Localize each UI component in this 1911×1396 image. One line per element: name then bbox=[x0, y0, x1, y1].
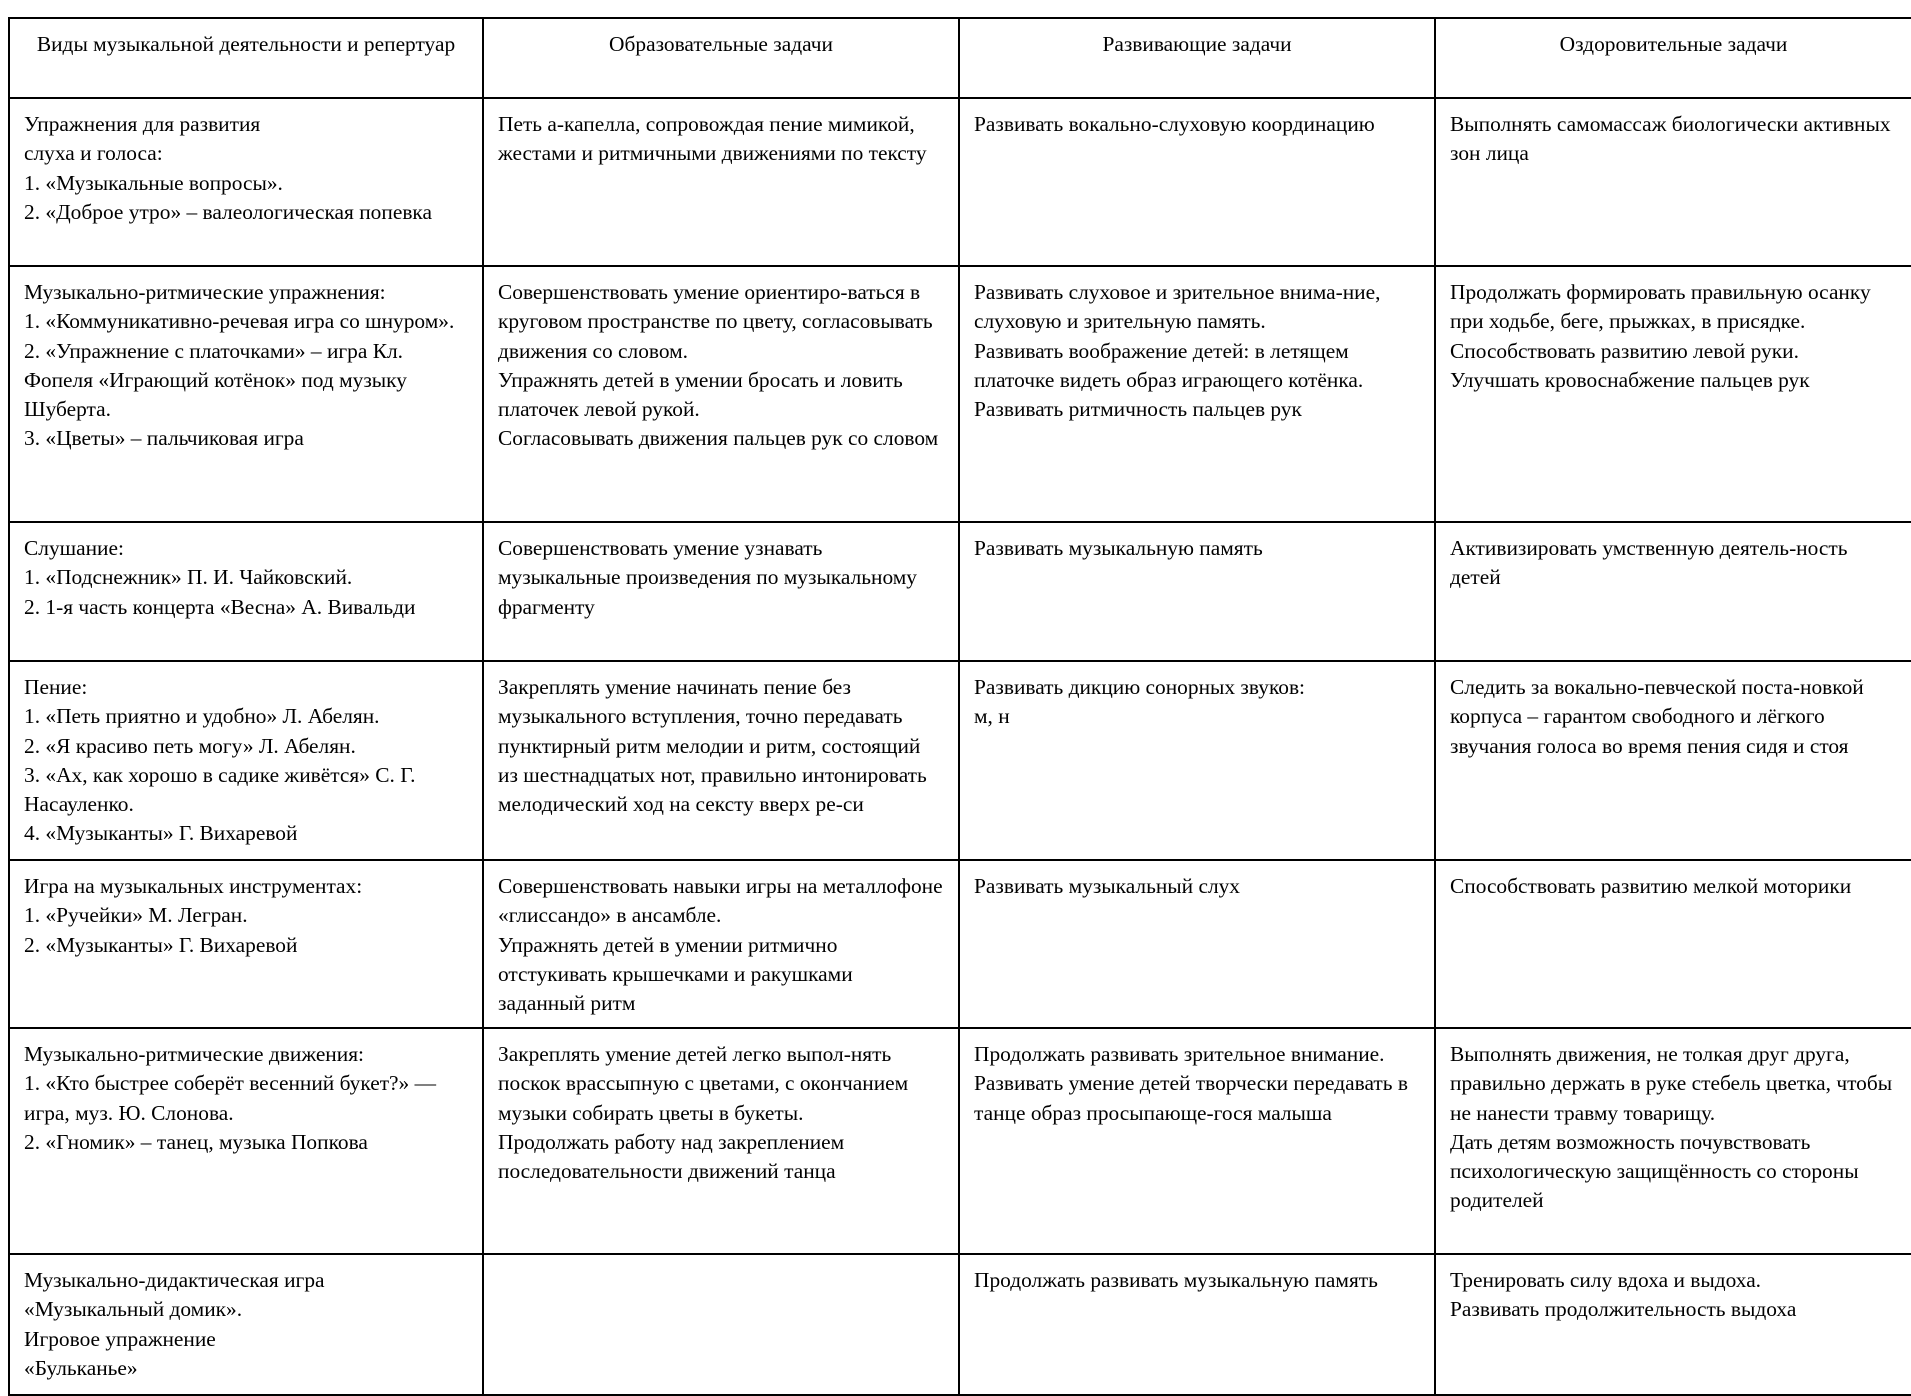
table-cell bbox=[9, 1254, 483, 1395]
table-row bbox=[9, 1028, 1911, 1254]
cell-text: Закреплять умение начинать пение без музыкального вступления, точно передавать пунктирный ритм мелодии и ритм, состоящий из шестнадцатых нот, правильно интонировать мелодический ход на сексту вверх ре-си bbox=[498, 675, 927, 817]
header-educational-tasks bbox=[483, 18, 959, 98]
table-row bbox=[9, 98, 1911, 266]
cell-text: Развивать дикцию сонорных звуков: м, н bbox=[974, 675, 1305, 729]
table-cell bbox=[1435, 860, 1911, 1028]
cell-text: Развивать музыкальную память bbox=[974, 536, 1263, 560]
table-cell bbox=[959, 266, 1435, 522]
cell-text: Совершенствовать умение узнавать музыкальные произведения по музыкальному фрагменту bbox=[498, 536, 917, 619]
table-cell bbox=[1435, 98, 1911, 266]
cell-text: Продолжать формировать правильную осанку при ходьбе, беге, прыжках, в присядке. Способствовать развитию левой руки. Улучшать кровоснабжение пальцев рук bbox=[1450, 280, 1871, 392]
header-row bbox=[9, 18, 1911, 98]
table-body bbox=[9, 98, 1911, 1395]
cell-text: Музыкально-дидактическая игра «Музыкальный домик». Игровое упражнение «Бульканье» bbox=[24, 1268, 325, 1380]
cell-text: Способствовать развитию мелкой моторики bbox=[1450, 874, 1852, 898]
table-cell bbox=[483, 1028, 959, 1254]
header-text: Оздоровительные задачи bbox=[1559, 32, 1788, 56]
table-cell bbox=[959, 98, 1435, 266]
table-row bbox=[9, 661, 1911, 860]
cell-text: Продолжать развивать музыкальную память bbox=[974, 1268, 1378, 1292]
cell-text: Активизировать умственную деятель-ность детей bbox=[1450, 536, 1848, 590]
cell-text: Развивать музыкальный слух bbox=[974, 874, 1241, 898]
table-cell bbox=[9, 1028, 483, 1254]
table-cell bbox=[9, 860, 483, 1028]
header-health-tasks bbox=[1435, 18, 1911, 98]
table-cell bbox=[1435, 661, 1911, 860]
cell-text: Закреплять умение детей легко выпол-нять поскок врассыпную с цветами, с окончанием музыки собирать цветы в букеты. Продолжать работу над закреплением последовательности движений танца bbox=[498, 1042, 909, 1184]
header-developmental-tasks bbox=[959, 18, 1435, 98]
cell-text: Выполнять самомассаж биологически активных зон лица bbox=[1450, 112, 1891, 166]
table-header bbox=[9, 18, 1911, 98]
header-text: Образовательные задачи bbox=[609, 32, 833, 56]
cell-text: Совершенствовать умение ориентиро-ваться в круговом пространстве по цвету, согласовывать движения со словом. Упражнять детей в умении бросать и ловить платочек левой рукой. Согласовывать движения пальцев рук со словом bbox=[498, 280, 939, 451]
table-cell bbox=[959, 661, 1435, 860]
cell-text: Игра на музыкальных инструментах: 1. «Ручейки» М. Легран. 2. «Музыканты» Г. Вихаревой bbox=[24, 874, 363, 957]
table-cell bbox=[9, 266, 483, 522]
cell-text: Развивать вокально-слуховую координацию bbox=[974, 112, 1375, 136]
music-activity-table bbox=[8, 17, 1911, 1396]
table-cell bbox=[959, 860, 1435, 1028]
table-row bbox=[9, 266, 1911, 522]
table-cell bbox=[1435, 1028, 1911, 1254]
table-cell bbox=[483, 522, 959, 661]
table-cell bbox=[1435, 266, 1911, 522]
cell-text: Слушание: 1. «Подснежник» П. И. Чайковский. 2. 1-я часть концерта «Весна» А. Вивальди bbox=[24, 536, 416, 619]
table-cell bbox=[1435, 522, 1911, 661]
table-cell bbox=[9, 98, 483, 266]
cell-text: Упражнения для развития слуха и голоса: 1. «Музыкальные вопросы». 2. «Доброе утро» – валеологическая попевка bbox=[24, 112, 432, 224]
table-cell bbox=[483, 860, 959, 1028]
cell-text: Продолжать развивать зрительное внимание. Развивать умение детей творчески передавать в танце образ просыпающе-гося малыша bbox=[974, 1042, 1408, 1125]
cell-text: Совершенствовать навыки игры на металлофоне «глиссандо» в ансамбле. Упражнять детей в умении ритмично отстукивать крышечками и ракушками заданный ритм bbox=[498, 874, 943, 1016]
cell-text: Петь а-капелла, сопровождая пение мимикой, жестами и ритмичными движениями по тексту bbox=[498, 112, 927, 166]
table-cell bbox=[959, 1254, 1435, 1395]
table-row bbox=[9, 1254, 1911, 1395]
cell-text: Выполнять движения, не толкая друг друга, правильно держать в руке стебель цветка, чтобы не нанести травму товарищу. Дать детям возможность почувствовать психологическую защищённость со стороны родителей bbox=[1450, 1042, 1893, 1213]
header-text: Развивающие задачи bbox=[1102, 32, 1292, 56]
cell-text: Пение: 1. «Петь приятно и удобно» Л. Абелян. 2. «Я красиво петь могу» Л. Абелян. 3. «Ах, как хорошо в садике живётся» С. Г. Насауленко. 4. «Музыканты» Г. Вихаревой bbox=[24, 675, 416, 846]
header-text: Виды музыкальной деятельности и репертуар bbox=[36, 32, 456, 56]
header-activity-types bbox=[9, 18, 483, 98]
table-cell bbox=[9, 661, 483, 860]
table-cell bbox=[1435, 1254, 1911, 1395]
table-row bbox=[9, 860, 1911, 1028]
table-cell bbox=[959, 522, 1435, 661]
cell-text: Тренировать силу вдоха и выдоха. Развивать продолжительность выдоха bbox=[1450, 1268, 1797, 1322]
table-cell bbox=[959, 1028, 1435, 1254]
cell-text: Музыкально-ритмические упражнения: 1. «Коммуникативно-речевая игра со шнуром». 2. «Упражнение с платочками» – игра Кл. Фопеля «Играющий котёнок» под музыку Шуберта. 3. «Цветы» – пальчиковая игра bbox=[24, 280, 455, 451]
table-cell bbox=[483, 98, 959, 266]
table-cell bbox=[9, 522, 483, 661]
table-row bbox=[9, 522, 1911, 661]
cell-text: Музыкально-ритмические движения: 1. «Кто быстрее соберёт весенний букет?» — игра, муз. Ю. Слонова. 2. «Гномик» – танец, музыка Попкова bbox=[24, 1042, 436, 1154]
cell-text: Развивать слуховое и зрительное внима-ние, слуховую и зрительную память. Развивать воображение детей: в летящем платочке видеть образ играющего котёнка. Развивать ритмичность пальцев рук bbox=[974, 280, 1381, 422]
table-cell bbox=[483, 1254, 959, 1395]
table-cell bbox=[483, 266, 959, 522]
cell-text: Следить за вокально-певческой поста-новкой корпуса – гарантом свободного и лёгкого звучания голоса во время пения сидя и стоя bbox=[1450, 675, 1864, 758]
table-cell bbox=[483, 661, 959, 860]
